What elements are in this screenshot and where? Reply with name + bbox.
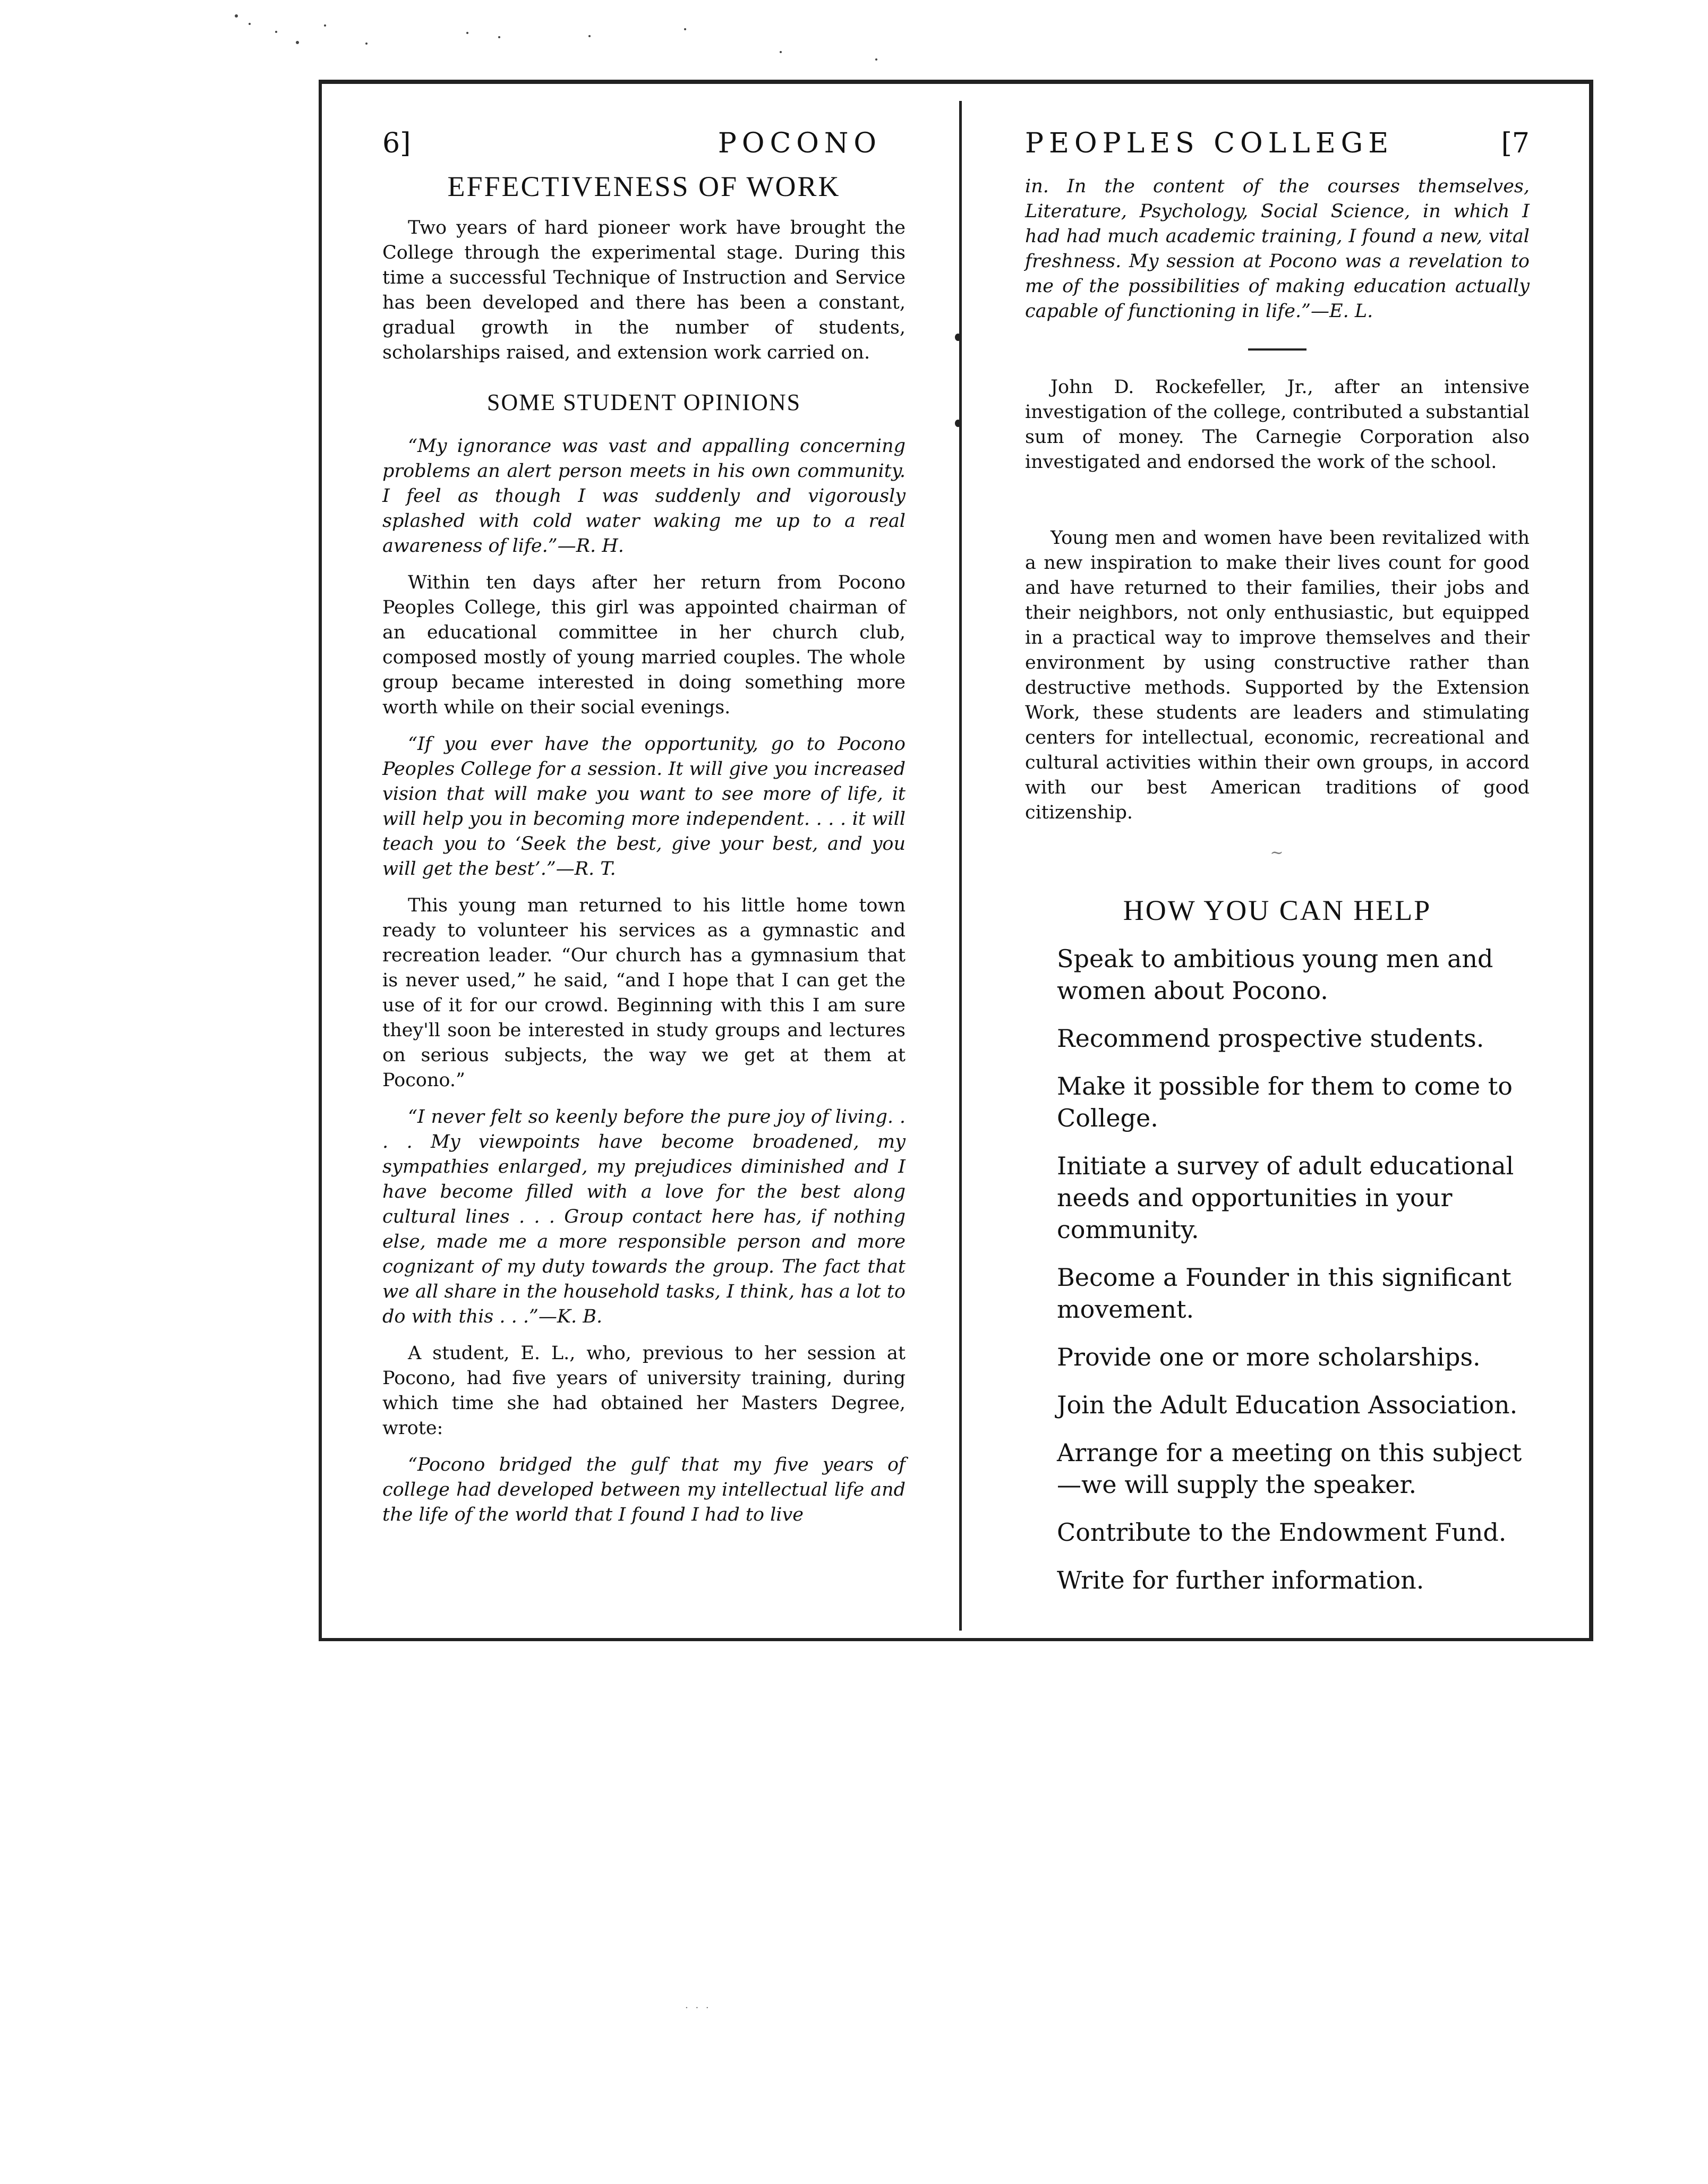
help-item-text: Make it possible for them to come to College. (1057, 1072, 1513, 1132)
quote-kb: “I never felt so keenly before the pure joy of living. . . . My viewpoints have become broadened, my sympathies enlarged, my prejudices diminished and I have become filled with a love for the best along cultural lines . . . Group contact here has, if nothing else, made me a more responsible person and more cognizant of my duty towards the group. The fact that we all share in the household tasks, I think, has a lot to do with this . . .”—K. B. (382, 1106, 906, 1327)
help-item-text: Become a Founder in this significant movement. (1057, 1263, 1511, 1324)
help-item-text: Join the Adult Education Association. (1057, 1390, 1518, 1419)
list-item (1025, 1150, 1530, 1245)
quote-el-start: “Pocono bridged the gulf that my five years of college had developed between my intellectual life and the life of the world that I found I had to live (382, 1454, 906, 1525)
heading-student-opinions: SOME STUDENT OPINIONS (486, 389, 801, 415)
help-item-text: Provide one or more scholarships. (1057, 1343, 1481, 1371)
section-rule (1248, 499, 1306, 501)
right-running-head (1025, 127, 1530, 175)
list-item (1025, 943, 1530, 1006)
quote-rh: “My ignorance was vast and appalling concerning problems an alert person meets in his own community. I feel as though I was suddenly and vigorously splashed with cold water waking me up to a real awareness of life.”—R. H. (382, 436, 906, 557)
scan-noise-bottom: · · · (685, 2002, 711, 2014)
list-item (1025, 1261, 1530, 1325)
right-running-title: PEOPLES COLLEGE (1025, 127, 1394, 159)
paragraph-within-ten-days: Within ten days after her return from Pocono Peoples College, this girl was appointed chairman of an educational committee in her church club, composed mostly of young married couples. The whole group became interested in doing something more worth while on their social evenings. (382, 572, 906, 718)
right-page (1025, 127, 1530, 1612)
paragraph-effectiveness: Two years of hard pioneer work have brought the College through the experimental stage. During this time a successful Technique of Instruction and Service has been developed and there has been a constant, gradual growth in the number of students, scholarships raised, and extension work carried on. (382, 217, 906, 363)
page-gutter (959, 101, 962, 1631)
list-item (1025, 1516, 1530, 1548)
help-list (1025, 943, 1530, 1596)
section-rule (1248, 348, 1306, 351)
list-item (1025, 1341, 1530, 1373)
left-folio: 6] (382, 127, 411, 159)
left-page (382, 127, 906, 1539)
gutter-dot (955, 420, 961, 427)
left-running-title: POCONO (718, 127, 882, 159)
list-item (1025, 1022, 1530, 1054)
heading-how-you-can-help: HOW YOU CAN HELP (1123, 894, 1432, 926)
help-item-text: Contribute to the Endowment Fund. (1057, 1518, 1507, 1547)
gutter-dot (955, 334, 961, 341)
paragraph-rockefeller: John D. Rockefeller, Jr., after an intensive investigation of the college, contributed a substantial sum of money. The Carnegie Corporation also investigated and endorsed the work of the school. (1025, 377, 1530, 473)
list-item (1025, 1389, 1530, 1421)
quote-el-continued: in. In the content of the courses themselves, Literature, Psychology, Social Science, in which I had had much academic training, I found a new, vital freshness. My session at Pocono was a revelation to me of the possibilities of making education actually capable of functioning in life.”—E. L. (1025, 176, 1530, 322)
help-item-text: Recommend prospective students. (1057, 1024, 1484, 1053)
quote-rt: “If you ever have the opportunity, go to Pocono Peoples College for a session. It will give you increased vision that will make you want to see more of life, it will help you in becoming more independent. . . . it will teach you to ‘Seek the best, give your best, and you will get the best’.”—R. T. (382, 733, 906, 880)
list-item (1025, 1564, 1530, 1596)
list-item (1025, 1437, 1530, 1500)
help-item-text: Speak to ambitious young men and women about Pocono. (1057, 944, 1493, 1005)
list-item (1025, 1070, 1530, 1134)
left-running-head (382, 127, 906, 175)
scan-noise (0, 0, 1708, 85)
paragraph-young-people: Young men and women have been revitalized with a new inspiration to make their lives count for good and have returned to their families, their jobs and their neighbors, not only enthusiastic, but equipped in a practical way to improve themselves and their environment by using constructive rather than destructive methods. Supported by the Extension Work, these students are leaders and stimulating centers for intellectual, economic, recreational and cultural activities within their own groups, in accord with our best American traditions of good citizenship. (1025, 527, 1530, 823)
right-folio: [7 (1501, 127, 1530, 159)
decorative-mark: ~ (1270, 843, 1285, 862)
help-item-text: Arrange for a meeting on this subject—we will supply the speaker. (1057, 1438, 1522, 1499)
paragraph-student-el: A student, E. L., who, previous to her session at Pocono, had five years of university training, during which time she had obtained her Masters Degree, wrote: (382, 1343, 906, 1439)
help-item-text: Write for further information. (1057, 1566, 1424, 1594)
heading-effectiveness: EFFECTIVENESS OF WORK (447, 170, 841, 202)
help-item-text: Initiate a survey of adult educational needs and opportunities in your community. (1057, 1151, 1514, 1244)
paragraph-young-man: This young man returned to his little home town ready to volunteer his services as a gymnastic and recreation leader. “Our church has a gymnasium that is never used,” he said, “and I hope that I can get the use of it for our crowd. Beginning with this I am sure they'll soon be interested in study groups and lectures on serious subjects, the way we get at them at Pocono.” (382, 895, 906, 1091)
